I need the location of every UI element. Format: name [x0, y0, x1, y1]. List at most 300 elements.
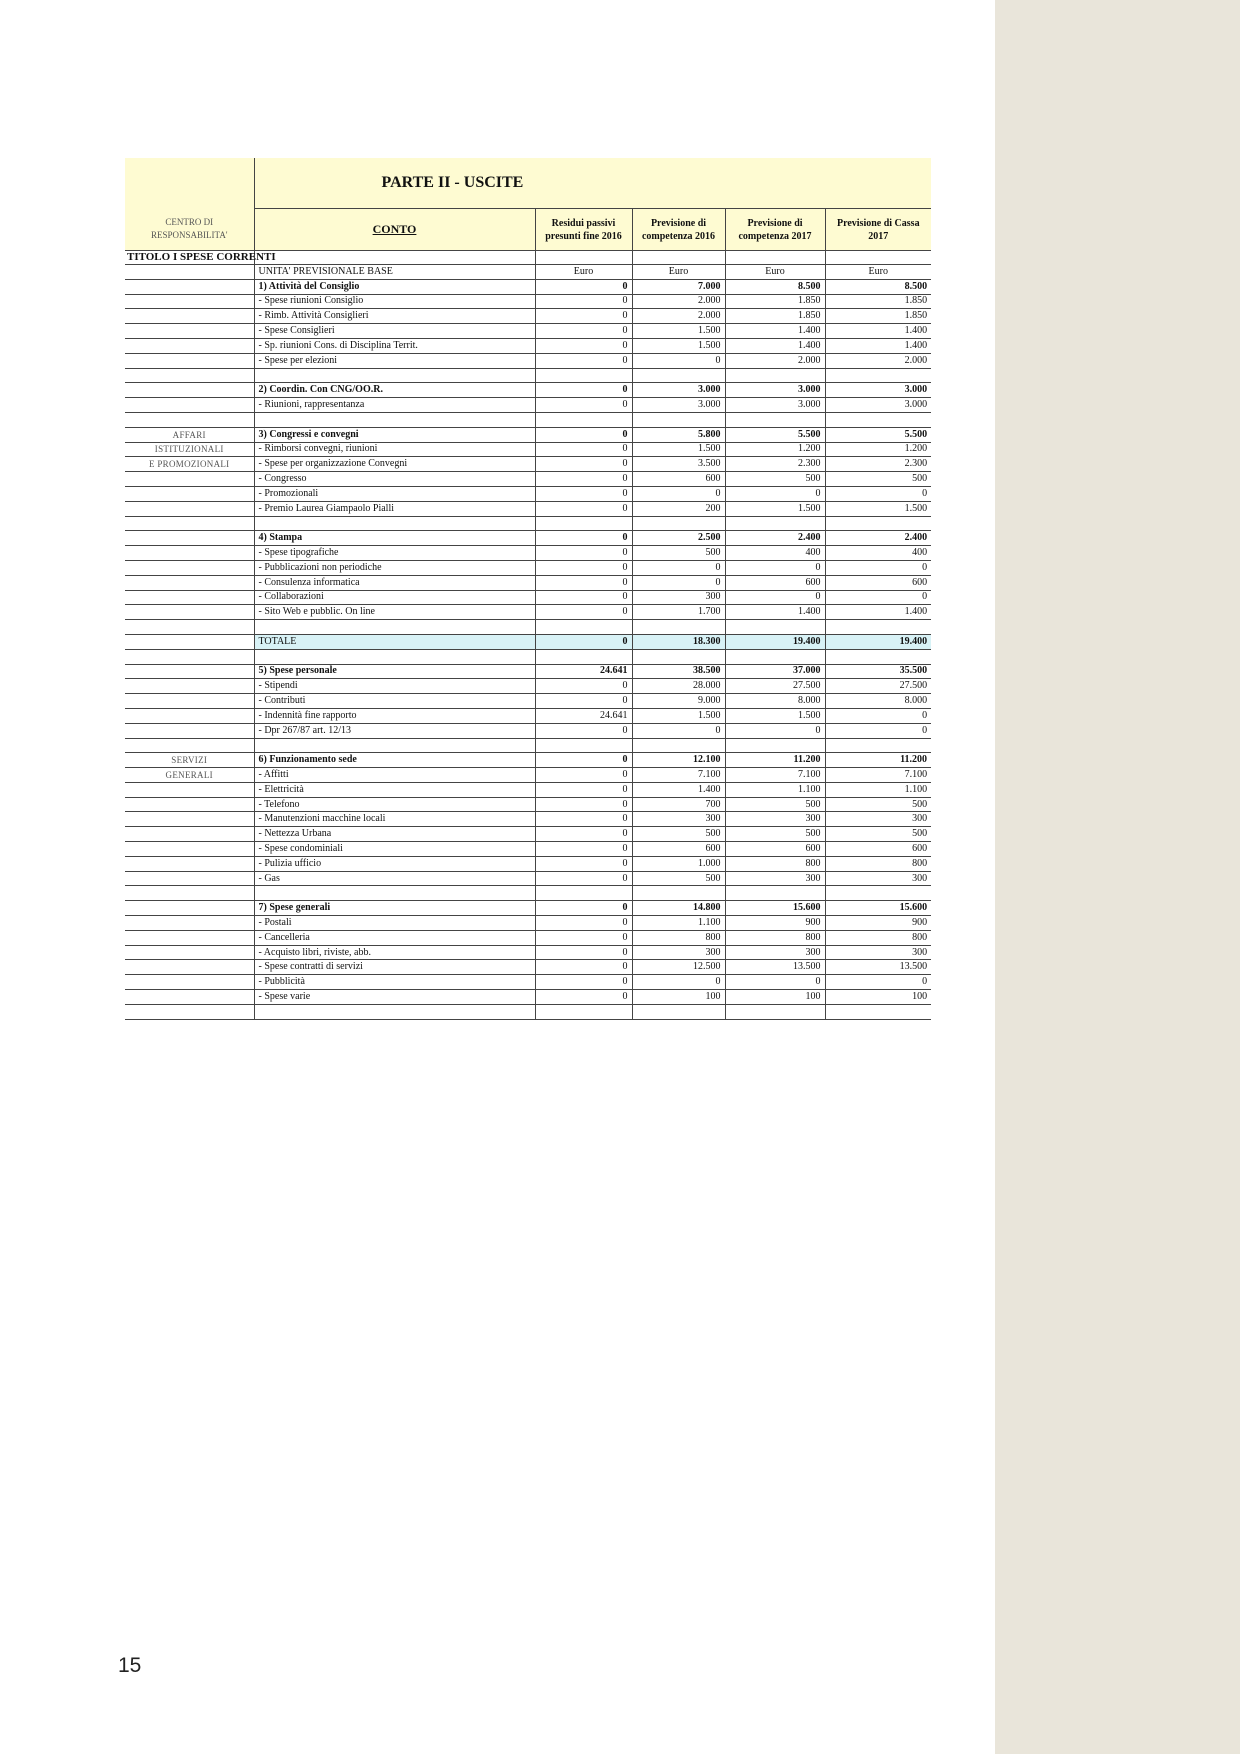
account-cell: 3) Congressi e convegni — [254, 427, 535, 442]
account-cell: - Rimborsi convegni, riunioni — [254, 442, 535, 457]
cassa-2017-cell: 0 — [825, 590, 931, 605]
residui-cell: 0 — [535, 486, 632, 501]
table-row — [125, 945, 931, 960]
competenza-2017-cell: 1.400 — [725, 324, 825, 339]
responsibility-cell — [125, 679, 254, 694]
account-cell: - Premio Laurea Giampaolo Pialli — [254, 501, 535, 516]
competenza-2016-cell: 300 — [632, 812, 725, 827]
competenza-2017-cell: 3.000 — [725, 398, 825, 413]
conto-column-header: CONTO — [254, 209, 535, 251]
competenza-2016-cell: 300 — [632, 590, 725, 605]
account-cell — [254, 886, 535, 901]
responsibility-cell: GENERALI — [125, 768, 254, 783]
residui-cell: 0 — [535, 990, 632, 1005]
residui-cell: 0 — [535, 768, 632, 783]
competenza-2017-cell: 1.500 — [725, 708, 825, 723]
cassa-2017-cell: 300 — [825, 871, 931, 886]
cassa-2017-cell — [825, 516, 931, 531]
account-cell: - Postali — [254, 916, 535, 931]
competenza-2017-cell: 500 — [725, 472, 825, 487]
table-row — [125, 605, 931, 620]
competenza-2017-cell: 2.300 — [725, 457, 825, 472]
residui-cell: 0 — [535, 945, 632, 960]
table-title: PARTE II - USCITE — [254, 158, 931, 209]
responsibility-cell — [125, 412, 254, 427]
competenza-2016-cell — [632, 1004, 725, 1019]
table-row — [125, 324, 931, 339]
residui-cell: Euro — [535, 265, 632, 280]
competenza-2017-cell: 13.500 — [725, 960, 825, 975]
account-cell: - Pulizia ufficio — [254, 856, 535, 871]
responsibility-cell — [125, 546, 254, 561]
spacer-row — [125, 620, 931, 635]
residui-cell: 0 — [535, 383, 632, 398]
competenza-2017-cell — [725, 738, 825, 753]
competenza-2016-cell: 500 — [632, 827, 725, 842]
table-row — [125, 827, 931, 842]
competenza-2017-cell: 0 — [725, 975, 825, 990]
responsibility-cell — [125, 279, 254, 294]
residui-cell: 0 — [535, 338, 632, 353]
cassa-2017-cell: 0 — [825, 975, 931, 990]
residui-cell: 0 — [535, 723, 632, 738]
competenza-2016-cell: 3.500 — [632, 457, 725, 472]
account-cell: - Cancelleria — [254, 930, 535, 945]
account-cell: - Riunioni, rappresentanza — [254, 398, 535, 413]
account-cell — [254, 516, 535, 531]
competenza-2017-cell: 500 — [725, 827, 825, 842]
residui-cell: 0 — [535, 279, 632, 294]
table-row — [125, 501, 931, 516]
account-cell: - Telefono — [254, 797, 535, 812]
residui-cell — [535, 649, 632, 664]
competenza-2016-cell — [632, 738, 725, 753]
account-cell: - Pubblicità — [254, 975, 535, 990]
competenza-2017-cell: 37.000 — [725, 664, 825, 679]
responsibility-cell — [125, 398, 254, 413]
cassa-2017-cell: 600 — [825, 842, 931, 857]
competenza-2017-cell: 11.200 — [725, 753, 825, 768]
title-row — [125, 158, 931, 209]
competenza-2016-cell — [632, 368, 725, 383]
table-row — [125, 797, 931, 812]
titolo-row — [125, 251, 931, 265]
account-cell: - Sito Web e pubblic. On line — [254, 605, 535, 620]
responsibility-cell — [125, 782, 254, 797]
competenza-2016-cell: 700 — [632, 797, 725, 812]
table-row — [125, 546, 931, 561]
table-row — [125, 338, 931, 353]
account-cell: - Dpr 267/87 art. 12/13 — [254, 723, 535, 738]
table-row — [125, 442, 931, 457]
cassa-2017-cell: 35.500 — [825, 664, 931, 679]
cassa-2017-cell: 1.850 — [825, 294, 931, 309]
residui-cell: 0 — [535, 901, 632, 916]
responsibility-cell — [125, 324, 254, 339]
competenza-2016-cell: 38.500 — [632, 664, 725, 679]
responsibility-cell — [125, 945, 254, 960]
responsibility-cell — [125, 856, 254, 871]
competenza-2016-cell: 7.000 — [632, 279, 725, 294]
table-row — [125, 975, 931, 990]
table-row — [125, 427, 931, 442]
competenza-2017-cell: 600 — [725, 575, 825, 590]
competenza-2017-cell: 300 — [725, 945, 825, 960]
titolo-label: TITOLO I SPESE CORRENTI — [127, 251, 276, 263]
competenza-2017-cell: 100 — [725, 990, 825, 1005]
residui-cell: 0 — [535, 353, 632, 368]
responsibility-cell — [125, 338, 254, 353]
responsibility-cell — [125, 990, 254, 1005]
residui-cell: 0 — [535, 531, 632, 546]
responsibility-cell — [125, 738, 254, 753]
cassa-2017-cell — [825, 1004, 931, 1019]
responsibility-cell — [125, 723, 254, 738]
budget-table — [125, 158, 931, 1020]
competenza-2016-cell: 500 — [632, 546, 725, 561]
competenza-2017-cell — [725, 516, 825, 531]
responsibility-cell — [125, 383, 254, 398]
competenza-2017-cell: 1.100 — [725, 782, 825, 797]
account-cell — [254, 368, 535, 383]
competenza-2016-cell — [632, 412, 725, 427]
competenza-2016-cell: 200 — [632, 501, 725, 516]
cassa-2017-cell: 800 — [825, 856, 931, 871]
account-cell: - Elettricità — [254, 782, 535, 797]
competenza-2017-cell: 800 — [725, 930, 825, 945]
account-cell — [254, 738, 535, 753]
responsibility-cell — [125, 930, 254, 945]
responsibility-cell — [125, 708, 254, 723]
cassa-2017-cell — [825, 649, 931, 664]
cassa-2017-cell: 500 — [825, 827, 931, 842]
competenza-2017-cell: 19.400 — [725, 634, 825, 649]
competenza-2016-cell: 1.500 — [632, 324, 725, 339]
residui-cell: 0 — [535, 546, 632, 561]
account-cell: - Stipendi — [254, 679, 535, 694]
responsibility-cell — [125, 516, 254, 531]
competenza-2017-cell: 1.850 — [725, 294, 825, 309]
competenza-2016-cell: 100 — [632, 990, 725, 1005]
competenza-2017-cell: 2.000 — [725, 353, 825, 368]
spacer-row — [125, 516, 931, 531]
competenza-2017-cell: 5.500 — [725, 427, 825, 442]
table-row — [125, 664, 931, 679]
competenza-2016-cell: 1.100 — [632, 916, 725, 931]
competenza-2017-cell: 0 — [725, 723, 825, 738]
residui-cell: 0 — [535, 442, 632, 457]
competenza-2017-cell: 1.400 — [725, 605, 825, 620]
cassa-2017-cell: 27.500 — [825, 679, 931, 694]
cassa-2017-cell: 1.400 — [825, 338, 931, 353]
residui-cell — [535, 412, 632, 427]
table-row — [125, 472, 931, 487]
responsibility-cell: AFFARI — [125, 427, 254, 442]
competenza-2016-cell: 1.700 — [632, 605, 725, 620]
responsibility-cell — [125, 649, 254, 664]
residui-cell: 0 — [535, 782, 632, 797]
cassa-2017-cell: 500 — [825, 797, 931, 812]
residui-cell: 0 — [535, 324, 632, 339]
competenza-2016-cell: 0 — [632, 975, 725, 990]
residui-cell: 0 — [535, 398, 632, 413]
account-cell: 7) Spese generali — [254, 901, 535, 916]
residui-cell: 0 — [535, 856, 632, 871]
account-cell: - Spese riunioni Consiglio — [254, 294, 535, 309]
residui-cell — [535, 738, 632, 753]
residui-cell: 0 — [535, 812, 632, 827]
table-row — [125, 575, 931, 590]
cassa-2017-cell: 1.400 — [825, 605, 931, 620]
cassa-2017-cell: 3.000 — [825, 398, 931, 413]
competenza-2017-cell — [725, 368, 825, 383]
competenza-2016-cell: 1.400 — [632, 782, 725, 797]
account-cell: - Spese per elezioni — [254, 353, 535, 368]
responsibility-cell — [125, 605, 254, 620]
competenza-2016-cell: 1.500 — [632, 708, 725, 723]
account-cell — [254, 649, 535, 664]
competenza-2017-cell: 500 — [725, 797, 825, 812]
competenza-2016-cell: 12.100 — [632, 753, 725, 768]
responsibility-cell — [125, 560, 254, 575]
responsibility-cell — [125, 694, 254, 709]
account-cell: 2) Coordin. Con CNG/OO.R. — [254, 383, 535, 398]
responsibility-cell — [125, 886, 254, 901]
residui-cell: 0 — [535, 694, 632, 709]
table-row — [125, 383, 931, 398]
residui-cell: 0 — [535, 679, 632, 694]
table-row — [125, 782, 931, 797]
competenza-2016-cell: 800 — [632, 930, 725, 945]
table-row — [125, 708, 931, 723]
responsibility-cell — [125, 842, 254, 857]
table-row — [125, 560, 931, 575]
responsibility-cell: SERVIZI — [125, 753, 254, 768]
spacer-row — [125, 738, 931, 753]
competenza-2016-cell — [632, 649, 725, 664]
cassa-2017-cell: 1.400 — [825, 324, 931, 339]
account-cell: - Consulenza informatica — [254, 575, 535, 590]
competenza-2017-cell: Euro — [725, 265, 825, 280]
competenza-2016-cell: 18.300 — [632, 634, 725, 649]
table-row — [125, 960, 931, 975]
competenza-2016-cell: 3.000 — [632, 398, 725, 413]
account-cell: - Spese varie — [254, 990, 535, 1005]
competenza-2017-cell: 400 — [725, 546, 825, 561]
competenza-2017-cell: 8.500 — [725, 279, 825, 294]
account-cell: - Gas — [254, 871, 535, 886]
competenza-2017-cell — [725, 1004, 825, 1019]
column-header-row — [125, 209, 931, 251]
competenza-2016-cell: 7.100 — [632, 768, 725, 783]
competenza-2017-cell — [725, 620, 825, 635]
cassa-2017-cell: Euro — [825, 265, 931, 280]
responsibility-cell — [125, 309, 254, 324]
cassa-2017-cell — [825, 886, 931, 901]
competenza-2017-cell: 1.500 — [725, 501, 825, 516]
account-cell: - Collaborazioni — [254, 590, 535, 605]
cassa-2017-cell — [825, 368, 931, 383]
competenza-2016-cell: 1.500 — [632, 442, 725, 457]
table-row — [125, 531, 931, 546]
competenza-2017-cell: 1.200 — [725, 442, 825, 457]
side-band — [995, 0, 1240, 1754]
competenza-2016-cell: 12.500 — [632, 960, 725, 975]
spacer-row — [125, 1004, 931, 1019]
account-cell: - Spese tipografiche — [254, 546, 535, 561]
residui-cell: 24.641 — [535, 708, 632, 723]
competenza-2017-cell: 1.850 — [725, 309, 825, 324]
account-cell: 4) Stampa — [254, 531, 535, 546]
competenza-2017-cell: 27.500 — [725, 679, 825, 694]
responsibility-cell — [125, 531, 254, 546]
account-cell — [254, 1004, 535, 1019]
cassa-2017-cell: 19.400 — [825, 634, 931, 649]
competenza-2017-cell: 300 — [725, 812, 825, 827]
resp-column-header: CENTRO DI RESPONSABILITA' — [125, 209, 254, 251]
cassa-2017-cell: 800 — [825, 930, 931, 945]
cassa-2017-cell: 600 — [825, 575, 931, 590]
account-cell: - Spese per organizzazione Convegni — [254, 457, 535, 472]
responsibility-cell — [125, 812, 254, 827]
responsibility-cell — [125, 1004, 254, 1019]
competenza-2016-cell: 600 — [632, 842, 725, 857]
cassa-2017-cell: 2.400 — [825, 531, 931, 546]
competenza-2017-cell: 900 — [725, 916, 825, 931]
responsibility-cell — [125, 634, 254, 649]
table-row — [125, 457, 931, 472]
account-cell: - Rimb. Attività Consiglieri — [254, 309, 535, 324]
residui-cell: 0 — [535, 590, 632, 605]
competenza-2016-cell: Euro — [632, 265, 725, 280]
account-cell: - Promozionali — [254, 486, 535, 501]
residui-cell: 0 — [535, 753, 632, 768]
competenza-2016-cell: 3.000 — [632, 383, 725, 398]
residui-cell: 0 — [535, 605, 632, 620]
residui-cell: 0 — [535, 842, 632, 857]
responsibility-cell — [125, 368, 254, 383]
table-body — [125, 265, 931, 1020]
responsibility-cell — [125, 901, 254, 916]
competenza-2017-cell: 8.000 — [725, 694, 825, 709]
residui-cell — [535, 368, 632, 383]
cassa-2017-cell: 0 — [825, 723, 931, 738]
responsibility-cell — [125, 664, 254, 679]
responsibility-cell — [125, 960, 254, 975]
cassa-2017-cell — [825, 412, 931, 427]
table-row — [125, 309, 931, 324]
cassa-2017-cell: 5.500 — [825, 427, 931, 442]
account-cell — [254, 412, 535, 427]
account-cell: - Spese condominiali — [254, 842, 535, 857]
responsibility-cell — [125, 916, 254, 931]
account-cell: - Spese contratti di servizi — [254, 960, 535, 975]
competenza-2017-cell: 15.600 — [725, 901, 825, 916]
page-number: 15 — [118, 1654, 142, 1677]
competenza-2017-cell: 7.100 — [725, 768, 825, 783]
cassa-2017-cell: 300 — [825, 812, 931, 827]
residui-cell: 0 — [535, 797, 632, 812]
competenza-2017-cell — [725, 649, 825, 664]
competenza-2017-cell: 1.400 — [725, 338, 825, 353]
account-cell: - Nettezza Urbana — [254, 827, 535, 842]
competenza-2016-cell: 9.000 — [632, 694, 725, 709]
competenza-2016-cell: 0 — [632, 575, 725, 590]
residui-column-header: Residui passivi presunti fine 2016 — [535, 209, 632, 251]
competenza-2016-cell — [632, 886, 725, 901]
competenza-2016-cell — [632, 516, 725, 531]
competenza-2016-cell: 5.800 — [632, 427, 725, 442]
competenza-2017-cell: 0 — [725, 560, 825, 575]
competenza-2017-cell: 600 — [725, 842, 825, 857]
residui-cell: 0 — [535, 930, 632, 945]
cassa-2017-column-header: Previsione di Cassa 2017 — [825, 209, 931, 251]
cassa-2017-cell: 7.100 — [825, 768, 931, 783]
competenza-2016-column-header: Previsione di competenza 2016 — [632, 209, 725, 251]
spacer-row — [125, 412, 931, 427]
table-row — [125, 812, 931, 827]
residui-cell: 0 — [535, 916, 632, 931]
cassa-2017-cell: 2.000 — [825, 353, 931, 368]
account-cell: - Indennità fine rapporto — [254, 708, 535, 723]
residui-cell: 0 — [535, 427, 632, 442]
residui-cell: 0 — [535, 560, 632, 575]
competenza-2016-cell: 2.000 — [632, 309, 725, 324]
table-row — [125, 398, 931, 413]
competenza-2017-cell: 3.000 — [725, 383, 825, 398]
cassa-2017-cell: 1.500 — [825, 501, 931, 516]
responsibility-cell — [125, 294, 254, 309]
residui-cell: 0 — [535, 294, 632, 309]
cassa-2017-cell: 100 — [825, 990, 931, 1005]
competenza-2016-cell: 300 — [632, 945, 725, 960]
residui-cell — [535, 1004, 632, 1019]
account-cell: - Manutenzioni macchine locali — [254, 812, 535, 827]
competenza-2017-cell: 2.400 — [725, 531, 825, 546]
spacer-row — [125, 649, 931, 664]
account-cell: - Pubblicazioni non periodiche — [254, 560, 535, 575]
cassa-2017-cell: 1.850 — [825, 309, 931, 324]
competenza-2016-cell: 600 — [632, 472, 725, 487]
residui-cell: 0 — [535, 960, 632, 975]
account-cell: 5) Spese personale — [254, 664, 535, 679]
competenza-2016-cell: 2.000 — [632, 294, 725, 309]
residui-cell: 0 — [535, 871, 632, 886]
table-row — [125, 679, 931, 694]
competenza-2017-cell: 800 — [725, 856, 825, 871]
account-cell: 1) Attività del Consiglio — [254, 279, 535, 294]
residui-cell: 0 — [535, 575, 632, 590]
residui-cell: 0 — [535, 827, 632, 842]
account-cell: - Acquisto libri, riviste, abb. — [254, 945, 535, 960]
residui-cell: 0 — [535, 634, 632, 649]
table-row — [125, 694, 931, 709]
table-row — [125, 753, 931, 768]
account-cell: UNITA' PREVISIONALE BASE — [254, 265, 535, 280]
responsibility-cell — [125, 501, 254, 516]
table-row — [125, 856, 931, 871]
cassa-2017-cell: 900 — [825, 916, 931, 931]
competenza-2017-cell: 300 — [725, 871, 825, 886]
table-row — [125, 723, 931, 738]
responsibility-cell: E PROMOZIONALI — [125, 457, 254, 472]
cassa-2017-cell: 500 — [825, 472, 931, 487]
competenza-2017-column-header: Previsione di competenza 2017 — [725, 209, 825, 251]
responsibility-cell — [125, 590, 254, 605]
responsibility-cell — [125, 265, 254, 280]
account-cell: - Contributi — [254, 694, 535, 709]
competenza-2016-cell: 0 — [632, 486, 725, 501]
